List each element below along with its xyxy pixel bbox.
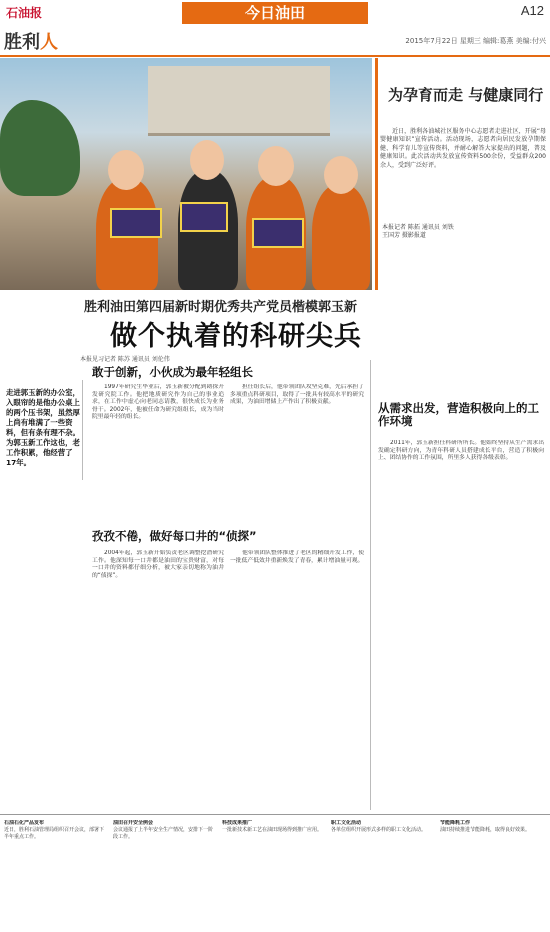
article-byline: 本报见习记者 陈苏 通讯员 刘伦伟 — [80, 356, 170, 363]
column-text: 2004年起，郭玉新开始负责老区调整挖潜研究工作。他深知每一口井都是油田的宝贵财富，对每一口井的资料都仔细分析，被大家亲切地称为油井的“侦探”。 — [92, 550, 224, 579]
column-text: 担任组长后，他带领团队攻坚克难，先后承担了多项重点科研项目，取得了一批具有较高水平的研究成果，为油田增储上产作出了积极贡献。 — [230, 384, 364, 405]
photo-tree — [0, 100, 80, 196]
brief-title: 职工文化活动 — [331, 820, 362, 826]
column-text: 他带领团队整体推进了老区的精细开发工作，使一批低产低效井重新焕发了青春，累计增油量可观。 — [230, 550, 364, 564]
article-kicker: 胜利油田第四届新时期优秀共产党员楷模郭玉新 — [84, 300, 358, 315]
brief-item — [222, 820, 325, 928]
brief-item — [440, 820, 543, 928]
briefs-rule — [0, 814, 550, 815]
brief-title: 节能降耗工作 — [440, 820, 471, 826]
brief-text: 油田持续推进节能降耗，取得良好效果。 — [440, 826, 531, 833]
photo-face — [324, 156, 358, 194]
lead-photo — [0, 58, 372, 290]
dateline: 2015年7月22日 星期三 编辑:葛燕 美编:付兴 — [405, 37, 546, 45]
header-rule — [0, 55, 550, 57]
masthead — [0, 0, 550, 24]
column-band — [0, 26, 550, 56]
subhead-2: 孜孜不倦，做好每口井的“侦探” — [92, 529, 257, 543]
article-intro: 走进郭玉新的办公室，入眼帘的是他办公桌上的两个压书架，虽然厚上尚有堆满了一些资料，但有条有理不杂。为郭玉新工作这也，老工作积累，他经营了17年。 — [6, 388, 80, 467]
brief-item — [113, 820, 216, 928]
column-name — [4, 28, 58, 54]
sidebar-headline: 为孕育而走 与健康同行 — [388, 86, 544, 104]
subhead-1: 敢于创新，小伙成为最年轻组长 — [92, 365, 253, 379]
photo-building — [148, 66, 330, 136]
photo-leaflet — [180, 202, 228, 232]
article-headline: 做个执着的科研尖兵 — [110, 321, 362, 352]
column-text: 2011年，郭玉新担任科研所所长。他始终坚持从生产需求出发确定科研方向，为青年科研人员搭建成长平台，营造了积极向上、团结协作的工作氛围，所里多人获得各级表彰。 — [378, 440, 544, 461]
column-text: 1997年研究生毕业后，郭玉新被分配到勘探开发研究院工作。他把地质研究作为自己的事业追求，在工作中虚心向老同志请教，很快成长为业务骨干。2002年，他被任命为研究组组长，成为当时院里最年轻的组长。 — [92, 384, 224, 420]
brief-text: 会议通报了上半年安全生产情况，安排下一阶段工作。 — [113, 826, 214, 840]
sidebar-byline: 本报记者 陈拓 通讯员 刘铁 王国芳 摄影报道 — [382, 224, 454, 239]
photo-leaflet — [252, 218, 304, 248]
brief-title: 油田召开安全例会 — [113, 820, 154, 826]
photo-face — [108, 150, 144, 190]
column-name-text: 胜利 — [4, 32, 40, 53]
brief-text: 各单位组织开展形式多样的职工文化活动。 — [331, 826, 427, 833]
photo-person — [312, 184, 370, 290]
subhead-3: 从需求出发，营造积极向上的工作环境 — [378, 401, 539, 428]
brief-title: 石油石化产品发布 — [4, 820, 45, 826]
column-name-accent: 人 — [40, 32, 58, 53]
sidebar-rule — [375, 58, 378, 290]
intro-divider — [82, 380, 83, 480]
photo-leaflet — [110, 208, 162, 238]
newspaper-logo: 石油报 — [6, 6, 43, 20]
sidebar-body: 近日，胜利各油城社区服务中心志愿者走进社区，开展“母婴健康知识”宣传活动。活动现场，志愿者向居民发放孕期保健、科学育儿等宣传资料，并耐心解答大家提出的问题，普及健康知识。此次活动共发放宣传资料500余份，受益群众200余人，受到广泛好评。 — [380, 128, 546, 169]
page-number: A12 — [520, 3, 544, 18]
brief-text: 近日，胜利石油管理局组织召开会议，部署下半年重点工作。 — [4, 826, 105, 840]
column-divider — [370, 360, 371, 810]
brief-text: 一批新技术新工艺在油田现场得到推广应用。 — [222, 826, 323, 833]
brief-item — [4, 820, 107, 928]
section-title: 今日油田 — [182, 2, 368, 24]
brief-item — [331, 820, 434, 928]
photo-face — [190, 140, 224, 180]
brief-title: 科技成果推广 — [222, 820, 253, 826]
photo-face — [258, 146, 294, 186]
